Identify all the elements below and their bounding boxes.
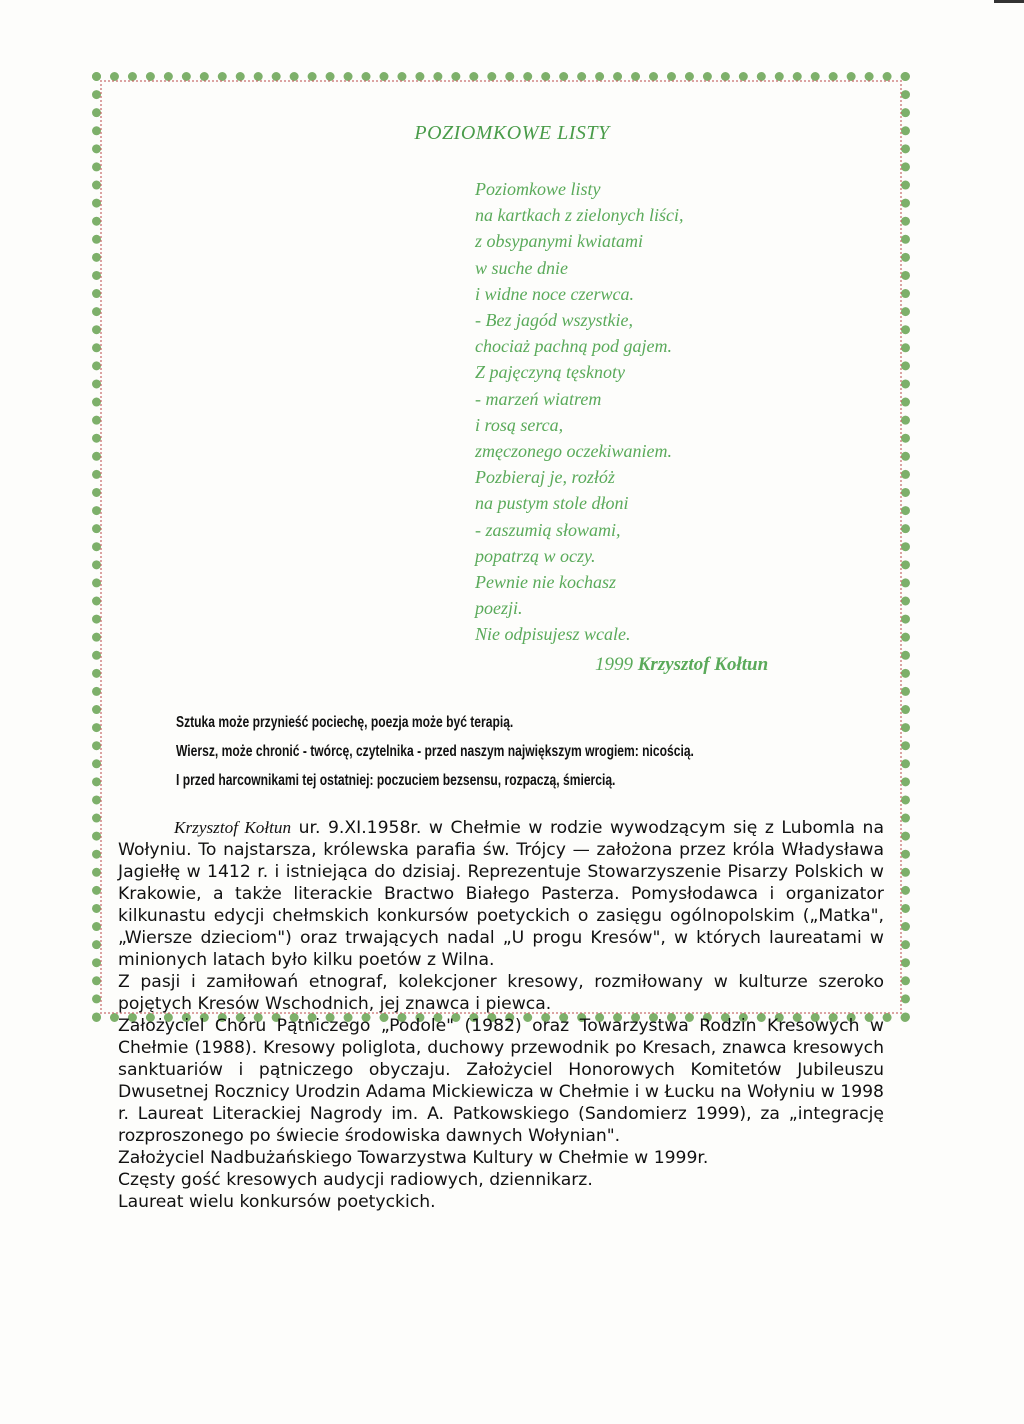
author-biography xyxy=(118,817,884,1213)
motto-line: I przed harcownikami tej ostatniej: poczuciem bezsensu, rozpaczą, śmiercią. xyxy=(176,772,616,789)
bio-paragraph: Założyciel Chóru Pątniczego „Podole" (1982) oraz Towarzystwa Rodzin Kresowych w Chełmie (1988). Kresowy poliglota, duchowy przewodnik po Kresach, znawca kresowych sanktuariów i pątniczego obyczaju. Założyciel Honorowych Komitetów Jubileuszu Dwusetnej Rocznicy Urodzin Adama Mickiewicza w Chełmie i w Łucku na Wołyniu w 1998 r. Laureat Literackiej Nagrody im. A. Patkowskiego (Sandomierz 1999), za „integrację rozproszonego po świecie środowiska dawnych Wołynian". xyxy=(118,1016,884,1146)
poem-line: Nie odpisujesz wcale. xyxy=(475,624,631,645)
bio-paragraph: Częsty gość kresowych audycji radiowych, dziennikarz. xyxy=(118,1170,593,1190)
poem-line: i rosą serca, xyxy=(475,414,564,435)
poem-line: na kartkach z zielonych liści, xyxy=(475,205,684,226)
motto-line: Wiersz, może chronić - twórcę, czytelnika - przed naszym największym wrogiem: nicością. xyxy=(176,743,694,760)
poem-line: Pozbieraj je, rozłóż xyxy=(475,467,615,488)
poem-text xyxy=(475,176,683,648)
poem-line: poezji. xyxy=(475,598,523,619)
poem-line: chociaż pachną pod gajem. xyxy=(475,336,672,357)
bio-paragraph: Z pasji i zamiłowań etnograf, kolekcjoner kresowy, rozmiłowany w kulturze szeroko pojętych Kresów Wschodnich, jej znawca i piewca. xyxy=(118,972,884,1014)
bio-paragraph: Laureat wielu konkursów poetyckich. xyxy=(118,1192,436,1212)
poem-title: POZIOMKOWE LISTY xyxy=(414,122,610,144)
poem-line: na pustym stole dłoni xyxy=(475,493,629,514)
poem-line: w suche dnie xyxy=(475,257,568,278)
bio-paragraph: Założyciel Nadbużańskiego Towarzystwa Kultury w Chełmie w 1999r. xyxy=(118,1148,709,1168)
signature-year: 1999 xyxy=(595,654,633,675)
poem-line: - Bez jagód wszystkie, xyxy=(475,310,633,331)
bio-paragraph xyxy=(118,817,884,971)
poem-line: popatrzą w oczy. xyxy=(475,545,596,566)
poem-line: Poziomkowe listy xyxy=(475,179,601,199)
poem-line: Pewnie nie kochasz xyxy=(475,572,616,593)
poem-line: Z pajęczyną tęsknoty xyxy=(475,362,625,383)
motto-block xyxy=(176,708,694,795)
poem-line: zmęczonego oczekiwaniem. xyxy=(475,441,672,462)
scan-corner-mark xyxy=(994,0,1024,3)
poem-line: - marzeń wiatrem xyxy=(475,388,602,409)
poem-line: z obsypanymi kwiatami xyxy=(475,231,643,252)
poem-line: - zaszumią słowami, xyxy=(475,519,621,540)
poem-line: i widne noce czerwca. xyxy=(475,283,634,304)
signature-name: Krzysztof Kołtun xyxy=(637,654,769,675)
poem-signature xyxy=(595,654,768,676)
bio-text: ur. 9.XI.1958r. w Chełmie w rodzie wywodzącym się z Lubomla na Wołyniu. To najstarsza, królewska parafia św. Trójcy — założona przez króla Władysława Jagiełłę w 1412 r. i istniejąca do dzisiaj. Reprezentuje Stowarzyszenie Pisarzy Polskich w Krakowie, a także literackie Bractwo Białego Pasterza. Pomysłodawca i organizator kilkunastu edycji chełmskich konkursów poetyckich o zasięgu ogólnopolskim („Matka", „Wiersze dzieciom") oraz trwających nadal „U progu Kresów", w których laureatami w minionych latach było kilku poetów z Wilna. xyxy=(118,818,884,970)
bio-author-name: Krzysztof Kołtun xyxy=(174,818,292,837)
motto-line: Sztuka może przynieść pociechę, poezja może być terapią. xyxy=(176,714,514,731)
